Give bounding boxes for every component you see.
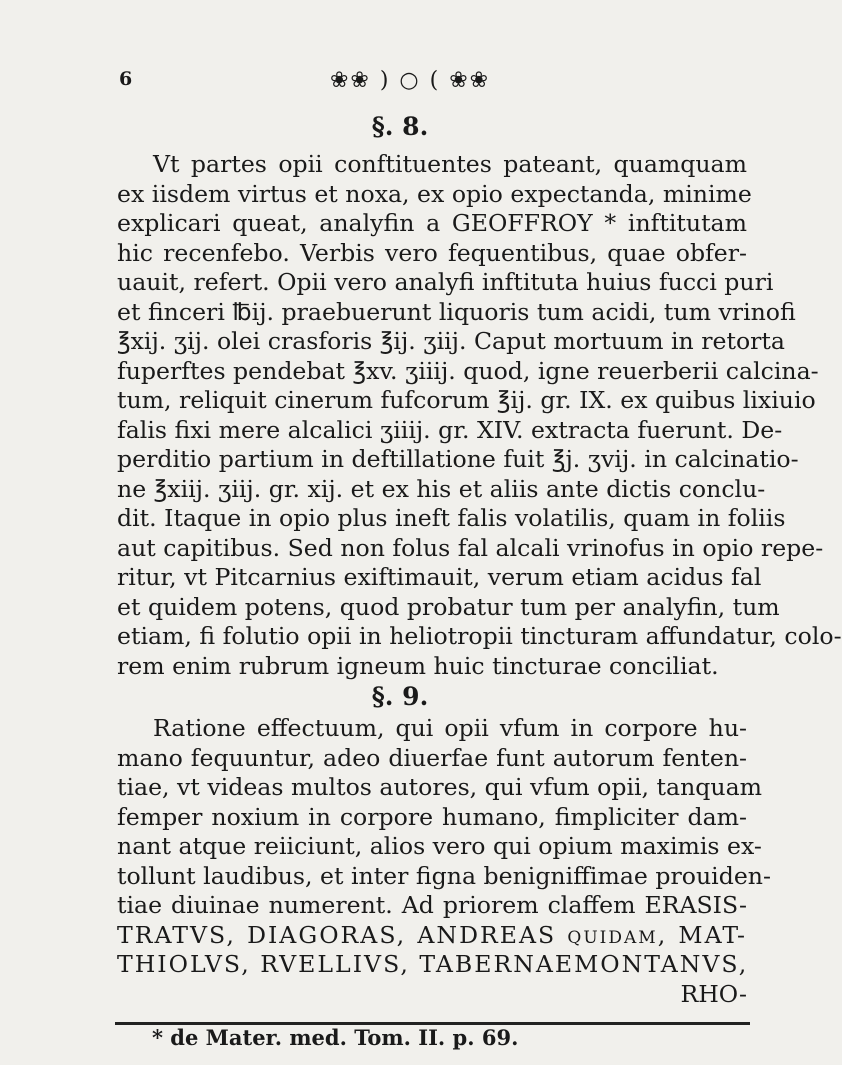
running-header: [0, 68, 800, 98]
text-line: tiae, vt videas multos autores, qui vfum opii, tanquam: [117, 773, 763, 801]
text-line: ℥xij. ʒij. olei crasforis ℥ij. ʒiij. Caput mortuum in retorta: [117, 327, 785, 355]
text-line: dit. Itaque in opio plus ineft falis volatilis, quam in foliis: [117, 504, 786, 532]
section-8-paragraph: [117, 150, 842, 681]
text-line: aut capitibus. Sed non folus fal alcali vrinofus in opio repe-: [117, 533, 824, 562]
text-line: perditio partium in deftillatione fuit ℥j. ʒvij. in calcinatio-: [117, 445, 799, 473]
text-line: ex iisdem virtus et noxa, ex opio expectanda, minime: [117, 179, 752, 208]
text-line: fuperftes pendebat ℥xv. ʒiiij. quod, igne reuerberii calcina-: [117, 356, 819, 385]
text-line: ritur, vt Pitcarnius exiftimauit, verum etiam acidus fal: [117, 563, 762, 591]
text-line: rem enim rubrum igneum huic tincturae conciliat.: [117, 651, 719, 680]
text-line: tiae diuinae numerent. Ad priorem claffem ERASIS-: [117, 891, 747, 919]
text-line: Ratione effectuum, qui opii vfum in corpore hu-: [153, 714, 747, 742]
section-9-paragraph: [117, 714, 771, 1009]
footnote: * de Mater. med. Tom. II. p. 69.: [152, 1025, 519, 1050]
text-line: mano fequuntur, adeo diuerfae funt autorum fenten-: [117, 743, 747, 772]
text-line: tollunt laudibus, et inter figna benigniffimae prouiden-: [117, 861, 771, 890]
text-line: TRATVS, DIAGORAS, ANDREAS quidam, MAT-: [117, 920, 747, 949]
catchword: RHO-: [680, 979, 747, 1008]
section-9-heading: §. 9.: [371, 682, 429, 711]
text-line: etiam, fi folutio opii in heliotropii tincturam affundatur, colo-: [117, 622, 842, 650]
text-line: hic recenfebo. Verbis vero fequentibus, quae obfer-: [117, 238, 747, 267]
text-line: nant atque reiiciunt, alios vero qui opium maximis ex-: [117, 832, 762, 860]
text-line: falis fixi mere alcalici ʒiiij. gr. XIV. extracta fuerunt. De-: [117, 415, 783, 444]
text-line: femper noxium in corpore humano, fimpliciter dam-: [117, 802, 747, 831]
text-line: uauit, refert. Opii vero analyfi inftituta huius fucci puri: [117, 268, 774, 296]
text-line: explicari queat, analyfin a GEOFFROY * inftitutam: [117, 209, 747, 237]
text-line: ne ℥xiij. ʒiij. gr. xij. et ex his et aliis ante dictis conclu-: [117, 474, 766, 503]
page-number: 6: [119, 68, 133, 90]
text-line: THIOLVS, RVELLIVS, TABERNAEMONTANVS,: [117, 950, 749, 978]
text-line: Vt partes opii conftituentes pateant, quamquam: [153, 150, 747, 178]
text-line: et quidem potens, quod probatur tum per analyfin, tum: [117, 592, 780, 621]
text-line: et finceri ℔ij. praebuerunt liquoris tum acidi, tum vrinofi: [117, 297, 796, 326]
section-8-heading: §. 8.: [371, 112, 429, 141]
header-ornament: ❀❀ ) ○ ( ❀❀: [330, 68, 491, 93]
text-line: tum, reliquit cinerum fufcorum ℥ij. gr. IX. ex quibus lixiuio: [117, 386, 816, 414]
